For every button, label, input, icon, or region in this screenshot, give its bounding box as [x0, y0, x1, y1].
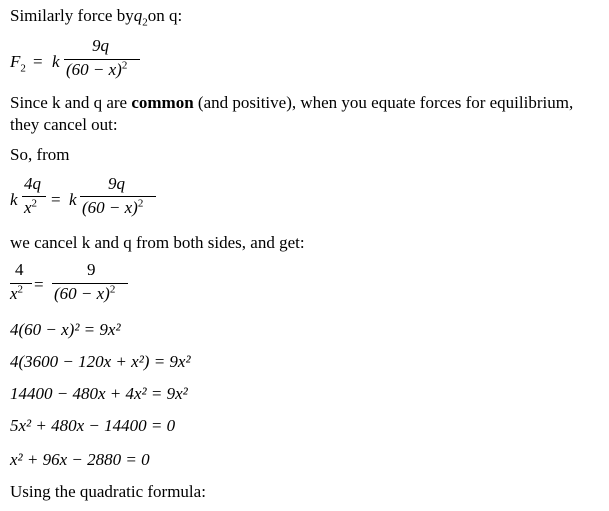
- f2-lhs: $F_2$: [10, 52, 26, 75]
- since-line-2: they cancel out:: [10, 115, 118, 134]
- eq1-left-denominator: $x^2$: [24, 197, 38, 217]
- eq2-equals: =: [34, 275, 44, 294]
- eq1-right-numerator: 9q: [108, 174, 125, 193]
- cancel-line: we cancel k and q from both sides, and get:: [10, 233, 305, 252]
- common-bold: common: [131, 93, 194, 112]
- eq1-right-denominator: $(60 - x)^2$: [82, 197, 144, 217]
- eq2-right-denominator: $(60 - x)^2$: [54, 283, 116, 303]
- eq1-equals: =: [51, 190, 61, 209]
- f2-equals: =: [33, 52, 43, 71]
- eq1-right-bar: [80, 196, 156, 197]
- intro-subscript: 2: [142, 16, 148, 29]
- step-1: 4(60 − x)² = 9x²: [10, 320, 121, 339]
- f2-numerator: 9q: [92, 36, 109, 55]
- since-line: Since k and q are common (and positive), when you equate forces for equilibrium,: [10, 93, 574, 112]
- eq2-left-numerator: 4: [15, 260, 24, 279]
- so-from: So, from: [10, 145, 70, 164]
- step-5: x² + 96x − 2880 = 0: [10, 450, 150, 469]
- f2-k: k: [52, 52, 60, 71]
- step-3: 14400 − 480x + 4x² = 9x²: [10, 384, 188, 403]
- eq2-right-numerator: 9: [87, 260, 96, 279]
- quadratic-line: Using the quadratic formula:: [10, 482, 206, 501]
- intro-end: on q:: [147, 6, 183, 25]
- step-4: 5x² + 480x − 14400 = 0: [10, 416, 176, 435]
- eq1-k-left: k: [10, 190, 18, 209]
- intro-line: [10, 6, 183, 29]
- intro-text: Similarly force by: [10, 6, 134, 25]
- eq1-left-numerator: 4q: [24, 174, 41, 193]
- f2-denominator: $(60 - x)^2$: [66, 59, 128, 79]
- step-2: 4(3600 − 120x + x²) = 9x²: [10, 352, 191, 371]
- intro-symbol: q: [133, 6, 143, 25]
- eq1-k-right: k: [69, 190, 77, 209]
- eq2-left-denominator: $x^2$: [10, 283, 24, 303]
